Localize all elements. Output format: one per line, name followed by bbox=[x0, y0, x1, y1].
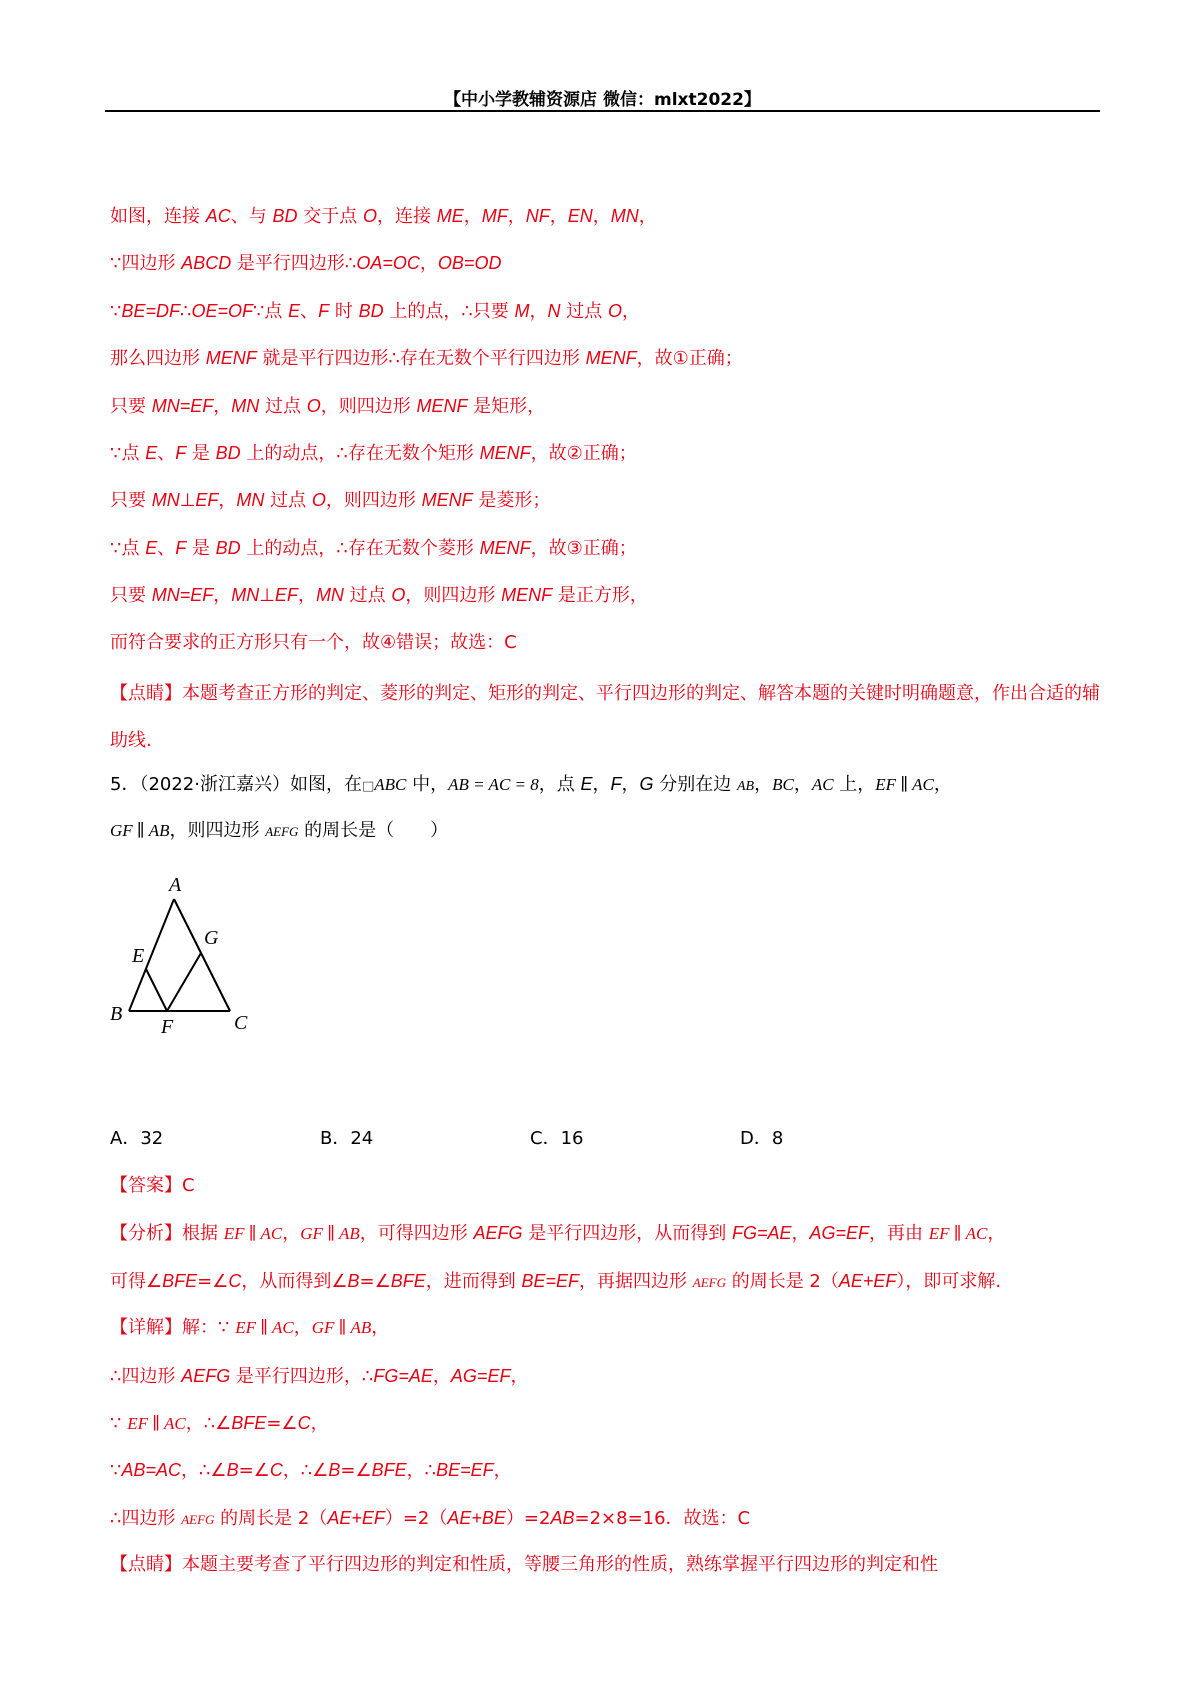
label-g: G bbox=[204, 926, 219, 949]
math: AEFG bbox=[181, 1511, 215, 1527]
text: 是平行四边形，从而得到 bbox=[522, 1223, 732, 1245]
text: 、 bbox=[157, 442, 176, 464]
text: ， bbox=[933, 773, 952, 795]
text: =∠ bbox=[197, 1270, 229, 1292]
text: ∴四边形 bbox=[110, 1365, 182, 1387]
text: 、 bbox=[157, 537, 176, 559]
text: ， bbox=[592, 206, 611, 227]
math: OB=OD bbox=[437, 253, 502, 274]
math: AEFG bbox=[473, 1223, 523, 1244]
text: ，∴∠ bbox=[282, 1460, 329, 1482]
text: ， bbox=[213, 585, 232, 607]
text: 上的点，∴只要 bbox=[383, 300, 515, 322]
text: 分别在边 bbox=[653, 773, 737, 795]
text: ∵点 bbox=[110, 442, 146, 464]
math: NF bbox=[525, 206, 550, 226]
text: ，则四边形 bbox=[169, 820, 266, 842]
solution-line-7 bbox=[110, 480, 1105, 527]
detail-line-5 bbox=[110, 1498, 1105, 1545]
math: BE=EF bbox=[521, 1270, 580, 1291]
text: ， bbox=[419, 253, 438, 275]
solution-line-2 bbox=[110, 243, 1105, 290]
math: F bbox=[610, 773, 622, 794]
text: =∠ bbox=[340, 1460, 372, 1482]
text: 是平行四边形∴ bbox=[231, 253, 357, 275]
text: 是正方形， bbox=[552, 585, 648, 607]
math: AC bbox=[205, 206, 231, 226]
math: O bbox=[391, 585, 406, 606]
math: BFE bbox=[371, 1460, 407, 1481]
math: EF ∥ AC bbox=[127, 1414, 186, 1434]
math: B bbox=[226, 1460, 239, 1481]
text: ， bbox=[754, 773, 773, 795]
math: EF ∥ AC bbox=[235, 1318, 294, 1338]
math: EF ∥ AC bbox=[928, 1224, 988, 1244]
math: MENF bbox=[421, 490, 473, 511]
solution-line-8 bbox=[110, 528, 1105, 575]
segment-ca bbox=[174, 899, 230, 1011]
math: AEFG bbox=[265, 824, 299, 840]
text: ，点 bbox=[538, 773, 581, 795]
text: 时 bbox=[329, 300, 359, 322]
text: 是 bbox=[186, 537, 216, 559]
math: GF ∥ AB bbox=[300, 1224, 360, 1244]
option-a: A．32 bbox=[110, 1127, 164, 1149]
text: ），即可求解. bbox=[896, 1270, 1002, 1292]
math: MENF bbox=[585, 348, 637, 369]
text: 的周长是 2（ bbox=[725, 1270, 839, 1292]
math: N bbox=[547, 300, 561, 321]
text: =∠ bbox=[359, 1270, 391, 1292]
text: ， bbox=[987, 1223, 1006, 1245]
label-a: A bbox=[169, 873, 182, 896]
text: ，连接 bbox=[376, 206, 437, 227]
math: AB=AC bbox=[121, 1460, 181, 1481]
text: 、 bbox=[300, 300, 319, 322]
solution-comment: 【点睛】本题考查正方形的判定、菱形的判定、矩形的判定、平行四边形的判定、解答本题的关键时明确题意，作出合适的辅助线. bbox=[110, 682, 1100, 751]
page-content bbox=[110, 196, 1105, 1593]
solution-line-1 bbox=[110, 196, 1105, 243]
math: F bbox=[175, 537, 187, 558]
text: =∠ bbox=[238, 1460, 270, 1482]
text: ， bbox=[297, 585, 316, 607]
text: 上的动点，∴存在无数个菱形 bbox=[240, 537, 480, 559]
analysis-line-1 bbox=[110, 1213, 1105, 1260]
math: OE=OF bbox=[191, 300, 253, 321]
text: ，∴ bbox=[406, 1460, 437, 1482]
segment-fg bbox=[167, 953, 201, 1011]
math: AE+BE bbox=[447, 1507, 506, 1528]
math: OA=OC bbox=[356, 253, 420, 274]
question-5-line-2 bbox=[110, 811, 1105, 858]
text: ∴ bbox=[179, 300, 192, 322]
math: FG=AE bbox=[373, 1365, 433, 1386]
math: ABCD bbox=[181, 253, 232, 274]
text: ， bbox=[622, 300, 640, 322]
math: O bbox=[362, 206, 377, 226]
text: ， bbox=[371, 1317, 390, 1339]
math: E bbox=[145, 537, 158, 558]
text: ， bbox=[638, 206, 657, 227]
solution-line-9 bbox=[110, 575, 1105, 622]
solution-line-5 bbox=[110, 386, 1105, 433]
text: 只要 bbox=[110, 490, 152, 512]
math: E bbox=[145, 442, 158, 463]
math: MENF bbox=[205, 348, 257, 369]
text: ， bbox=[218, 490, 237, 512]
label-b: B bbox=[110, 1002, 123, 1025]
text: =∠ bbox=[266, 1413, 298, 1435]
option-b: B．24 bbox=[320, 1127, 374, 1149]
math: BD bbox=[358, 300, 384, 321]
math: O bbox=[607, 300, 622, 321]
math: G bbox=[639, 773, 654, 794]
text: 是菱形； bbox=[472, 490, 551, 512]
text: ， bbox=[592, 773, 611, 795]
text: ，则四边形 bbox=[405, 585, 502, 607]
math: MN⊥EF bbox=[151, 490, 219, 511]
question-5-line-1 bbox=[110, 764, 1105, 811]
math: AE+EF bbox=[327, 1507, 385, 1528]
text: 可得∠ bbox=[110, 1270, 163, 1292]
math: ABC bbox=[374, 774, 407, 794]
math: MN bbox=[315, 585, 344, 606]
answer-line: 【答案】C bbox=[110, 1175, 195, 1197]
text: 只要 bbox=[110, 585, 152, 607]
label-f: F bbox=[161, 1015, 174, 1038]
text: ， bbox=[793, 773, 812, 795]
math: F bbox=[318, 300, 330, 321]
text: ∵ bbox=[110, 300, 122, 322]
text: ，故①正确； bbox=[636, 348, 743, 370]
solution-line-4 bbox=[110, 338, 1105, 385]
detail-line-4 bbox=[110, 1450, 1105, 1497]
text: 的周长是（ ） bbox=[298, 820, 449, 842]
text: ）=2（ bbox=[384, 1507, 448, 1529]
text: 过点 bbox=[259, 395, 307, 417]
math: BD bbox=[215, 442, 241, 463]
math: AC bbox=[811, 774, 834, 794]
segment-ef bbox=[146, 969, 167, 1011]
math: MN=EF bbox=[151, 395, 214, 416]
text: 交于点 bbox=[297, 206, 363, 227]
text: ， bbox=[493, 1460, 512, 1482]
text: 是矩形， bbox=[467, 395, 546, 417]
math: C bbox=[269, 1460, 283, 1481]
text: 、与 bbox=[230, 206, 273, 227]
text: ，再由 bbox=[869, 1223, 929, 1245]
text: 是 bbox=[186, 442, 216, 464]
math: B bbox=[347, 1270, 360, 1291]
math: O bbox=[306, 395, 321, 416]
text: ∵点 bbox=[252, 300, 289, 322]
math: MENF bbox=[501, 585, 553, 606]
text: 中， bbox=[406, 773, 449, 795]
text: ∵四边形 bbox=[110, 253, 182, 275]
math: C bbox=[228, 1270, 242, 1291]
text: ， bbox=[293, 1317, 312, 1339]
math: MN bbox=[610, 206, 639, 226]
text: 只要 bbox=[110, 395, 152, 417]
math: BFE bbox=[231, 1413, 267, 1434]
text: ，∴∠ bbox=[185, 1413, 232, 1435]
math: MF bbox=[481, 206, 508, 226]
text: ，故②正确； bbox=[530, 442, 637, 464]
text: ， bbox=[310, 1413, 329, 1435]
text: =2×8=16．故选：C bbox=[574, 1507, 751, 1529]
math: AB bbox=[550, 1507, 575, 1528]
math: AE+EF bbox=[838, 1270, 897, 1291]
text: ， bbox=[282, 1223, 301, 1245]
math: MENF bbox=[479, 537, 531, 558]
text: ，∴∠ bbox=[180, 1460, 227, 1482]
text: ，进而得到 bbox=[425, 1270, 522, 1292]
solution-line-6 bbox=[110, 433, 1105, 480]
text: ， bbox=[549, 206, 568, 227]
math: MN=EF bbox=[151, 585, 214, 606]
math: BFE bbox=[162, 1270, 198, 1291]
text: ∵ bbox=[110, 1413, 128, 1435]
math: MN bbox=[236, 490, 265, 511]
math: BE=EF bbox=[436, 1460, 494, 1481]
math: EN bbox=[567, 206, 593, 226]
text: ，再据四边形 bbox=[579, 1270, 693, 1292]
math: BC bbox=[772, 774, 794, 794]
math: AB = AC = 8 bbox=[448, 774, 539, 794]
missing-glyph: □ bbox=[361, 778, 375, 794]
text: 【详解】解：∵ bbox=[110, 1317, 236, 1339]
math: BE=DF bbox=[121, 300, 180, 321]
math: AEFG bbox=[692, 1274, 726, 1290]
text: 那么四边形 bbox=[110, 348, 206, 370]
text: ， bbox=[791, 1223, 810, 1245]
text: 过点 bbox=[560, 300, 608, 322]
text: ， bbox=[510, 1365, 529, 1387]
label-c: C bbox=[234, 1011, 248, 1034]
math: ME bbox=[436, 206, 464, 226]
text: ∵ bbox=[110, 1460, 122, 1482]
math: FG=AE bbox=[731, 1223, 792, 1244]
math: B bbox=[328, 1460, 341, 1481]
detail-comment: 【点睛】本题主要考查了平行四边形的判定和性质，等腰三角形的性质，熟练掌握平行四边形的判定和性 bbox=[110, 1554, 938, 1576]
math: M bbox=[514, 300, 530, 321]
text: ， bbox=[507, 206, 526, 227]
text: ，可得四边形 bbox=[359, 1223, 474, 1245]
text: 就是平行四边形∴存在无数个平行四边形 bbox=[256, 348, 586, 370]
text: ∵点 bbox=[110, 537, 146, 559]
option-c: C．16 bbox=[530, 1127, 584, 1149]
math: EF ∥ AC bbox=[875, 774, 934, 794]
detail-line-3 bbox=[110, 1403, 1105, 1450]
text: ，故③正确； bbox=[530, 537, 637, 559]
text: 上的动点，∴存在无数个矩形 bbox=[240, 442, 480, 464]
text: ∴四边形 bbox=[110, 1507, 182, 1529]
text: ， bbox=[621, 773, 640, 795]
math: AG=EF bbox=[809, 1223, 870, 1244]
math: MENF bbox=[416, 395, 468, 416]
math: GF ∥ AB bbox=[311, 1318, 372, 1338]
math: AEFG bbox=[181, 1365, 231, 1386]
math: F bbox=[175, 442, 187, 463]
solution-line-10: 而符合要求的正方形只有一个，故④错误；故选：C bbox=[110, 631, 517, 653]
detail-line-1 bbox=[110, 1308, 1105, 1355]
math: EF ∥ AC bbox=[223, 1224, 283, 1244]
text: 过点 bbox=[343, 585, 392, 607]
option-d: D．8 bbox=[740, 1127, 784, 1149]
math: MENF bbox=[479, 442, 531, 463]
triangle-figure bbox=[110, 859, 1105, 1119]
text: ，则四边形 bbox=[325, 490, 422, 512]
math: O bbox=[311, 490, 326, 511]
math: BD bbox=[272, 206, 298, 226]
math: AB bbox=[736, 778, 755, 794]
header-divider bbox=[105, 110, 1100, 112]
math: MN⊥EF bbox=[231, 585, 298, 606]
analysis-line-2 bbox=[110, 1261, 1105, 1308]
math: C bbox=[297, 1413, 311, 1434]
page-header: 【中小学教辅资源店 微信：mlxt2022】 bbox=[444, 90, 761, 110]
text: 是平行四边形，∴ bbox=[230, 1365, 374, 1387]
math: BFE bbox=[390, 1270, 426, 1291]
text: ，则四边形 bbox=[320, 395, 417, 417]
math: GF ∥ AB bbox=[110, 821, 170, 841]
math: AG=EF bbox=[450, 1365, 511, 1386]
math: E bbox=[288, 300, 301, 321]
text: ， bbox=[213, 395, 232, 417]
text: 的周长是 2（ bbox=[214, 1507, 328, 1529]
text: 上， bbox=[833, 773, 876, 795]
detail-line-2 bbox=[110, 1356, 1105, 1403]
text: ， bbox=[463, 206, 482, 227]
text: 如图，连接 bbox=[110, 206, 206, 227]
text: ， bbox=[432, 1365, 451, 1387]
text: ）=2 bbox=[505, 1507, 551, 1529]
math: E bbox=[580, 773, 593, 794]
label-e: E bbox=[132, 944, 145, 967]
text: 【分析】根据 bbox=[110, 1223, 224, 1245]
text: ， bbox=[529, 300, 548, 322]
solution-line-3 bbox=[110, 291, 1105, 338]
math: MN bbox=[231, 395, 260, 416]
text: 5．（2022·浙江嘉兴）如图，在 bbox=[110, 773, 362, 795]
triangle-diagram bbox=[110, 871, 310, 1071]
answer-options bbox=[110, 1119, 1105, 1166]
text: ，从而得到∠ bbox=[241, 1270, 348, 1292]
math: BD bbox=[215, 537, 241, 558]
text: 过点 bbox=[264, 490, 312, 512]
